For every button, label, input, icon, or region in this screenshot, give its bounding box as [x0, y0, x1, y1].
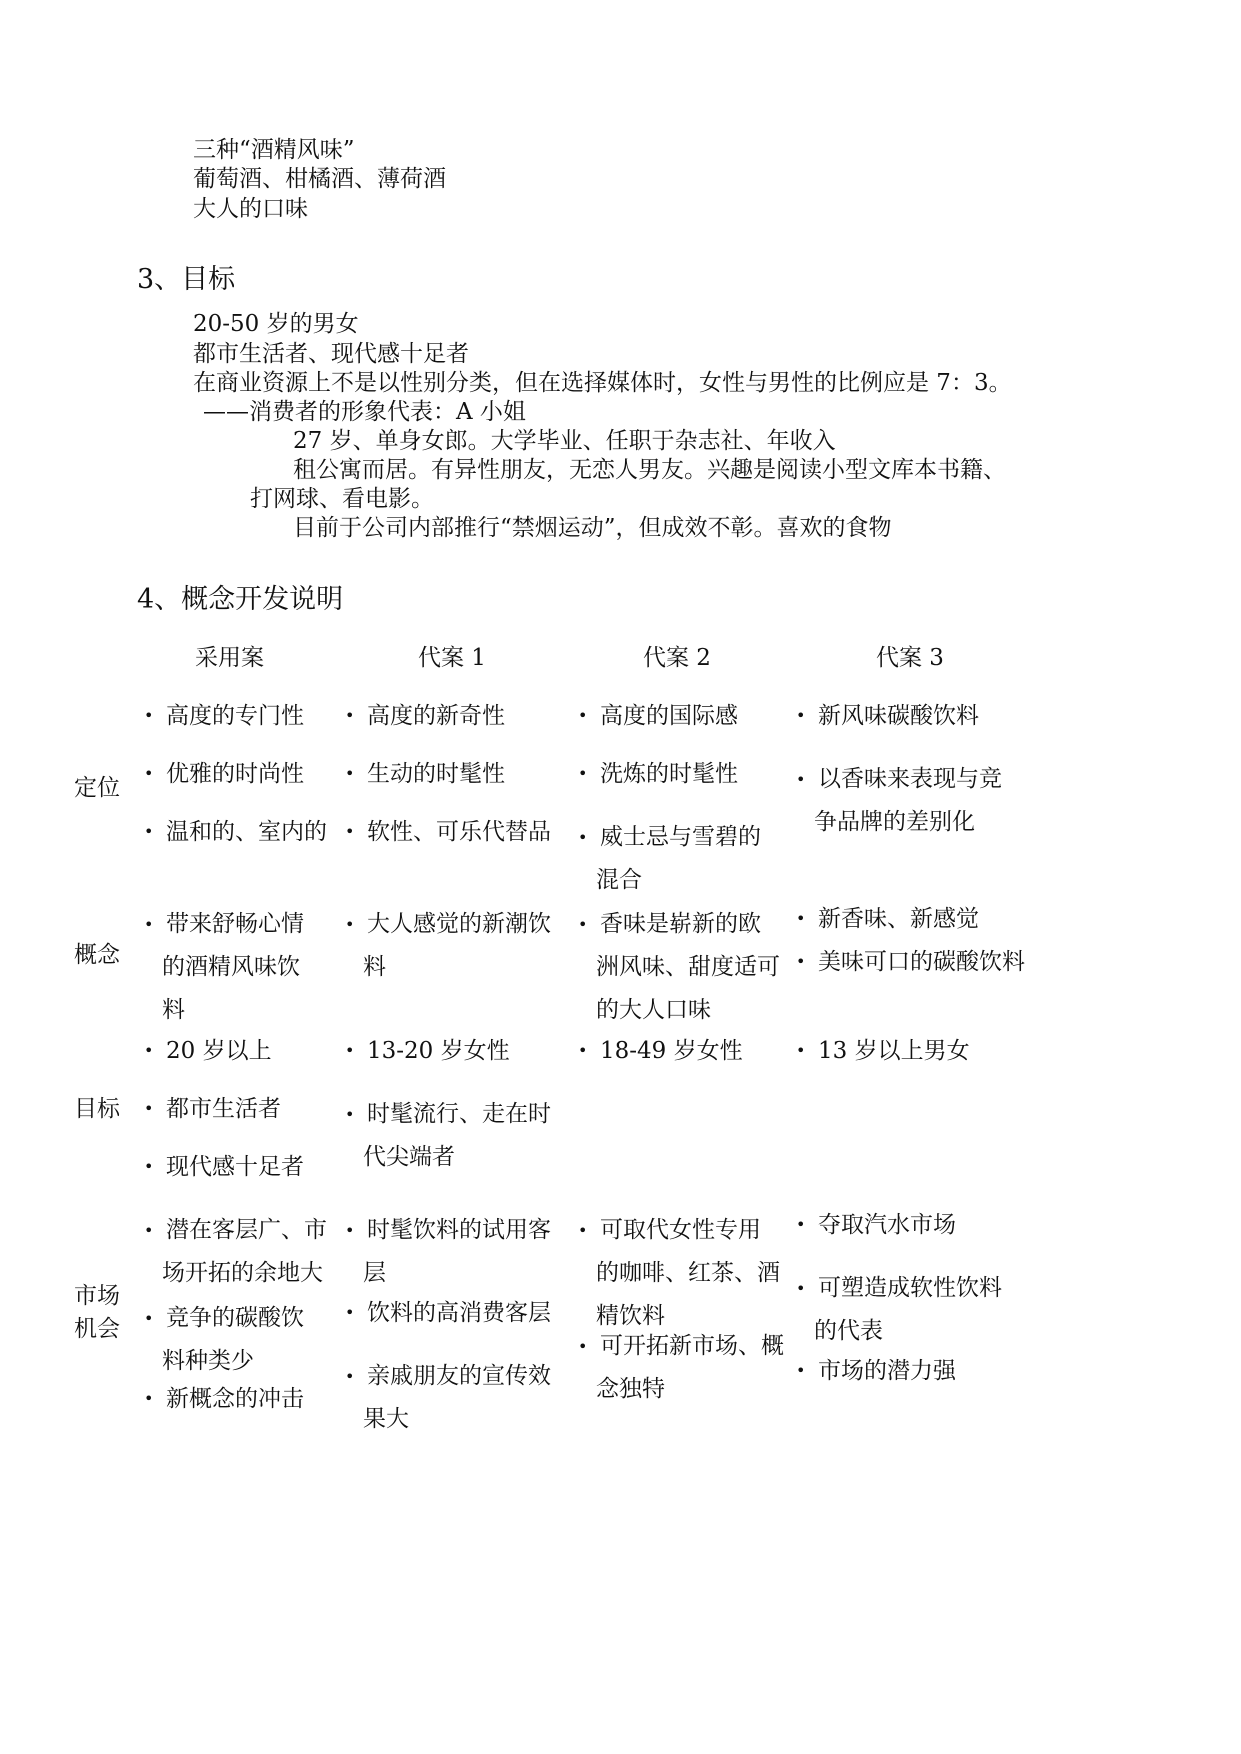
cell-text-line: 的咖啡、红茶、酒	[596, 1260, 780, 1286]
table-cell-item	[144, 1093, 281, 1125]
persona-line-3: 打网球、看电影。	[250, 486, 434, 512]
table-cell-item	[578, 816, 761, 902]
cell-text-line: 都市生活者	[166, 1096, 281, 1122]
bullet-icon: •	[345, 1303, 355, 1322]
section3-line-3: 在商业资源上不是以性别分类，但在选择媒体时，女性与男性的比例应是 7：3。	[193, 370, 1012, 396]
cell-text-line: 高度的专门性	[166, 703, 304, 729]
cell-text-line: 13 岁以上男女	[818, 1038, 970, 1064]
cell-text-line: 可塑造成软性饮料	[818, 1275, 1002, 1301]
cell-text-line: 的代表	[814, 1318, 883, 1344]
bullet-icon: •	[144, 1389, 154, 1408]
cell-text-line: 13-20 岁女性	[367, 1038, 510, 1064]
table-cell-item	[796, 1267, 1002, 1353]
bullet-icon: •	[345, 1105, 355, 1124]
persona-line-1: 27 岁、单身女郎。大学毕业、任职于杂志社、年收入	[293, 428, 836, 454]
bullet-icon: •	[345, 1041, 355, 1060]
bullet-icon: •	[345, 1221, 355, 1240]
persona-line-2: 租公寓而居。有异性朋友，无恋人男友。兴趣是阅读小型文库本书籍、	[293, 457, 1006, 483]
bullet-icon: •	[144, 822, 154, 841]
cell-text-line: 竞争的碳酸饮	[166, 1305, 304, 1331]
bullet-icon: •	[144, 1099, 154, 1118]
bullet-icon: •	[144, 764, 154, 783]
cell-text-line: 时髦饮料的试用客	[367, 1217, 551, 1243]
cell-text-line: 时髦流行、走在时	[367, 1101, 551, 1127]
table-cell-item	[345, 1035, 510, 1067]
row-label-market-opportunity: 市场机会	[74, 1283, 120, 1342]
table-cell-item	[144, 758, 304, 790]
table-cell-item	[144, 1297, 304, 1383]
cell-text-line: 高度的国际感	[600, 703, 738, 729]
cell-text-line: 美味可口的碳酸饮料	[818, 949, 1025, 975]
cell-text-line: 可取代女性专用	[600, 1217, 761, 1243]
table-cell-item	[345, 903, 551, 989]
bullet-icon: •	[796, 1215, 806, 1234]
table-cell-item	[345, 1209, 551, 1295]
cell-text-line: 生动的时髦性	[367, 761, 505, 787]
table-cell-item	[578, 1209, 780, 1338]
table-cell-item	[578, 1325, 784, 1411]
table-cell-item	[345, 1355, 551, 1441]
cell-text-line: 优雅的时尚性	[166, 761, 304, 787]
bullet-icon: •	[144, 1157, 154, 1176]
bullet-icon: •	[796, 1279, 806, 1298]
bullet-icon: •	[345, 915, 355, 934]
section3-line-1: 20-50 岁的男女	[193, 311, 359, 337]
cell-text-line: 18-49 岁女性	[600, 1038, 743, 1064]
row-label-positioning: 定位	[74, 775, 120, 801]
table-cell-item	[796, 700, 979, 732]
bullet-icon: •	[796, 909, 806, 928]
bullet-icon: •	[144, 1309, 154, 1328]
column-header-alt-1: 代案 1	[418, 645, 486, 671]
cell-text-line: 温和的、室内的	[166, 819, 327, 845]
cell-text-line: 现代感十足者	[166, 1154, 304, 1180]
bullet-icon: •	[144, 915, 154, 934]
cell-text-line: 料	[162, 997, 185, 1023]
table-cell-item	[796, 758, 1002, 844]
cell-text-line: 威士忌与雪碧的	[600, 824, 761, 850]
bullet-icon: •	[345, 764, 355, 783]
bullet-icon: •	[345, 706, 355, 725]
bullet-icon: •	[796, 952, 806, 971]
bullet-icon: •	[578, 1041, 588, 1060]
cell-text-line: 带来舒畅心情	[166, 911, 304, 937]
intro-line-3: 大人的口味	[193, 196, 308, 222]
cell-text-line: 的大人口味	[596, 997, 711, 1023]
bullet-icon: •	[578, 915, 588, 934]
table-cell-item	[144, 1209, 327, 1295]
bullet-icon: •	[796, 770, 806, 789]
cell-text-line: 果大	[363, 1406, 409, 1432]
cell-text-line: 亲戚朋友的宣传效	[367, 1363, 551, 1389]
bullet-icon: •	[144, 706, 154, 725]
cell-text-line: 代尖端者	[363, 1144, 455, 1170]
cell-text-line: 夺取汽水市场	[818, 1212, 956, 1238]
cell-text-line: 可开拓新市场、概	[600, 1333, 784, 1359]
bullet-icon: •	[796, 1361, 806, 1380]
table-cell-item	[345, 700, 505, 732]
section3-line-2: 都市生活者、现代感十足者	[193, 341, 469, 367]
table-cell-item	[345, 816, 551, 848]
table-cell-item	[144, 700, 304, 732]
consumer-image-heading: ——消费者的形象代表：A 小姐	[203, 399, 526, 425]
cell-text-line: 层	[363, 1260, 386, 1286]
cell-text-line: 20 岁以上	[166, 1038, 272, 1064]
column-header-alt-3: 代案 3	[876, 645, 944, 671]
cell-text-line: 香味是崭新的欧	[600, 911, 761, 937]
cell-text-line: 高度的新奇性	[367, 703, 505, 729]
cell-text-line: 争品牌的差别化	[814, 809, 975, 835]
cell-text-line: 饮料的高消费客层	[367, 1300, 551, 1326]
table-cell-item	[345, 758, 505, 790]
column-header-adopted: 采用案	[195, 645, 264, 671]
table-cell-item	[345, 1297, 551, 1329]
row-label-target: 目标	[74, 1096, 120, 1122]
bullet-icon: •	[578, 764, 588, 783]
table-cell-item	[796, 1209, 956, 1241]
bullet-icon: •	[578, 706, 588, 725]
bullet-icon: •	[578, 1337, 588, 1356]
bullet-icon: •	[578, 828, 588, 847]
cell-text-line: 的酒精风味饮	[162, 954, 300, 980]
table-cell-item	[796, 946, 1025, 978]
persona-line-4: 目前于公司内部推行“禁烟运动”，但成效不彰。喜欢的食物	[293, 515, 892, 541]
table-cell-item	[796, 1355, 956, 1387]
bullet-icon: •	[345, 1367, 355, 1386]
row-label-concept: 概念	[74, 942, 120, 968]
table-cell-item	[578, 758, 738, 790]
table-cell-item	[578, 700, 738, 732]
table-cell-item	[144, 1151, 304, 1183]
cell-text-line: 新概念的冲击	[166, 1386, 304, 1412]
table-cell-item	[144, 1383, 304, 1415]
bullet-icon: •	[796, 706, 806, 725]
table-cell-item	[578, 1035, 743, 1067]
intro-line-2: 葡萄酒、柑橘酒、薄荷酒	[193, 166, 446, 192]
cell-text-line: 大人感觉的新潮饮	[367, 911, 551, 937]
cell-text-line: 场开拓的余地大	[162, 1260, 323, 1286]
section4-heading: 4、概念开发说明	[137, 584, 344, 615]
cell-text-line: 软性、可乐代替品	[367, 819, 551, 845]
bullet-icon: •	[144, 1221, 154, 1240]
table-cell-item	[144, 903, 304, 1032]
cell-text-line: 料	[363, 954, 386, 980]
table-cell-item	[578, 903, 780, 1032]
cell-text-line: 以香味来表现与竞	[818, 766, 1002, 792]
cell-text-line: 洲风味、甜度适可	[596, 954, 780, 980]
section3-heading: 3、目标	[137, 264, 236, 295]
intro-line-1: 三种“酒精风味”	[193, 137, 355, 163]
table-cell-item	[345, 1093, 551, 1179]
cell-text-line: 料种类少	[162, 1348, 254, 1374]
bullet-icon: •	[796, 1041, 806, 1060]
table-cell-item	[144, 816, 327, 848]
table-cell-item	[796, 903, 979, 935]
cell-text-line: 精饮料	[596, 1303, 665, 1329]
bullet-icon: •	[578, 1221, 588, 1240]
table-cell-item	[144, 1035, 272, 1067]
cell-text-line: 潜在客层广、市	[166, 1217, 327, 1243]
table-cell-item	[796, 1035, 970, 1067]
cell-text-line: 洗炼的时髦性	[600, 761, 738, 787]
cell-text-line: 市场的潜力强	[818, 1358, 956, 1384]
cell-text-line: 新香味、新感觉	[818, 906, 979, 932]
bullet-icon: •	[144, 1041, 154, 1060]
bullet-icon: •	[345, 822, 355, 841]
cell-text-line: 新风味碳酸饮料	[818, 703, 979, 729]
column-header-alt-2: 代案 2	[643, 645, 711, 671]
cell-text-line: 念独特	[596, 1376, 665, 1402]
cell-text-line: 混合	[596, 867, 642, 893]
